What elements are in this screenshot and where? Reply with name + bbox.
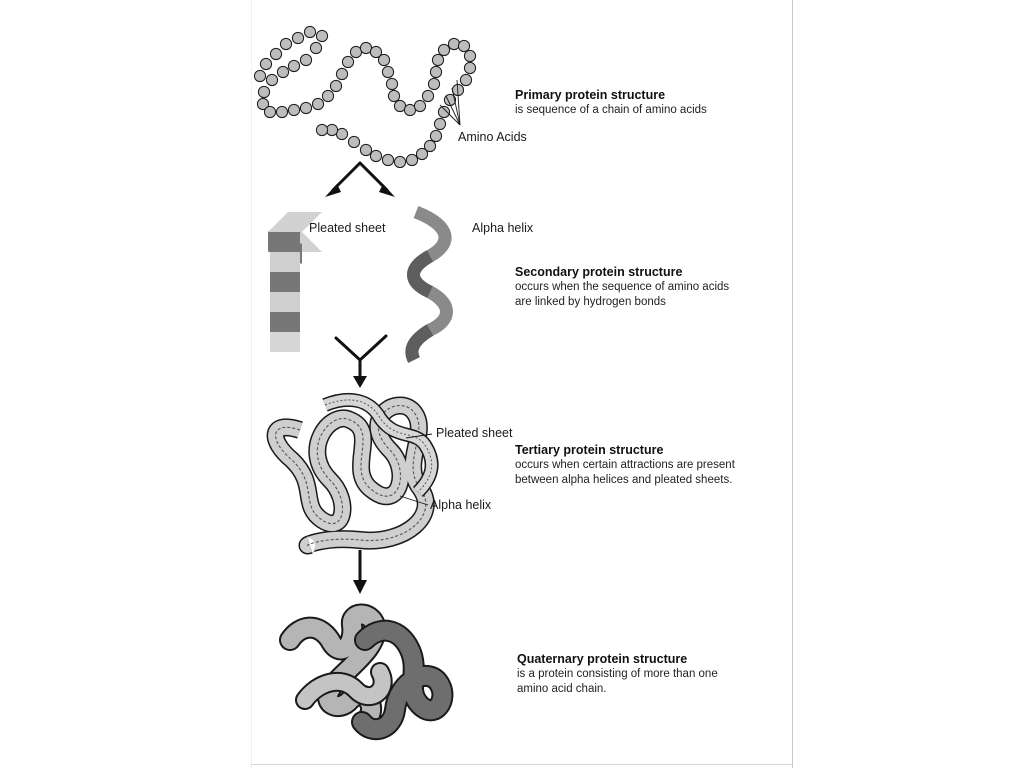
- amino-acid-bead: [382, 154, 393, 165]
- amino-acid-bead: [406, 154, 417, 165]
- tertiary-pleated-sheet-label: Pleated sheet: [436, 426, 513, 440]
- tertiary-structure-line-1: occurs when certain attractions are present: [515, 459, 735, 471]
- quaternary-structure-title: Quaternary protein structure: [517, 652, 688, 666]
- amino-acids-label: Amino Acids: [458, 130, 527, 144]
- amino-acid-bead: [416, 148, 427, 159]
- amino-acid-bead: [304, 26, 315, 37]
- amino-acid-bead: [277, 66, 288, 77]
- merge-arrow: [336, 336, 386, 388]
- amino-acid-bead: [464, 50, 475, 61]
- amino-acid-bead: [430, 66, 441, 77]
- quaternary-structure-line-2: amino acid chain.: [517, 683, 607, 695]
- tertiary-folded-protein: [276, 400, 432, 546]
- amino-acid-bead: [288, 60, 299, 71]
- amino-acid-bead: [330, 80, 341, 91]
- quaternary-structure-line-1: is a protein consisting of more than one: [517, 668, 718, 680]
- primary-structure-line-1: is sequence of a chain of amino acids: [515, 104, 707, 116]
- amino-acid-bead: [292, 32, 303, 43]
- amino-acid-bead-chain: [254, 26, 475, 167]
- amino-acid-bead: [260, 58, 271, 69]
- quaternary-protein-complex: [290, 614, 442, 729]
- amino-acid-bead: [360, 144, 371, 155]
- amino-acid-bead: [342, 56, 353, 67]
- amino-acid-bead: [254, 70, 265, 81]
- amino-acid-bead: [370, 150, 381, 161]
- amino-acid-bead: [386, 78, 397, 89]
- tertiary-alpha-helix-label: Alpha helix: [430, 498, 492, 512]
- split-arrow: [325, 163, 395, 197]
- amino-acid-bead: [288, 104, 299, 115]
- amino-acid-bead: [280, 38, 291, 49]
- amino-acid-bead: [258, 86, 269, 97]
- secondary-structure-line-2: are linked by hydrogen bonds: [515, 296, 666, 308]
- amino-acid-bead: [438, 106, 449, 117]
- amino-acid-bead: [348, 136, 359, 147]
- pleated-sheet-label: Pleated sheet: [309, 221, 386, 235]
- amino-acid-bead: [458, 40, 469, 51]
- amino-acid-bead: [378, 54, 389, 65]
- amino-acid-bead: [430, 130, 441, 141]
- secondary-structure-title: Secondary protein structure: [515, 265, 683, 279]
- amino-acid-bead: [428, 78, 439, 89]
- amino-acid-bead: [414, 100, 425, 111]
- amino-acid-bead: [464, 62, 475, 73]
- amino-acid-bead: [270, 48, 281, 59]
- amino-acid-bead: [264, 106, 275, 117]
- amino-acid-bead: [310, 42, 321, 53]
- amino-acid-bead: [316, 30, 327, 41]
- alpha-helix-label: Alpha helix: [472, 221, 534, 235]
- amino-acid-bead: [394, 156, 405, 167]
- amino-acid-bead: [422, 90, 433, 101]
- secondary-structure-description: [515, 265, 729, 310]
- amino-acid-bead: [300, 102, 311, 113]
- amino-acid-bead: [312, 98, 323, 109]
- amino-acid-bead: [300, 54, 311, 65]
- amino-acid-bead: [276, 106, 287, 117]
- amino-acid-bead: [266, 74, 277, 85]
- amino-acid-bead: [438, 44, 449, 55]
- amino-acid-bead: [322, 90, 333, 101]
- tertiary-structure-line-2: between alpha helices and pleated sheets.: [515, 474, 733, 486]
- amino-acid-bead: [448, 38, 459, 49]
- secondary-structure-line-1: occurs when the sequence of amino acids: [515, 281, 730, 293]
- primary-structure-description: [515, 88, 707, 118]
- primary-structure-title: Primary protein structure: [515, 88, 666, 102]
- quaternary-structure-description: [517, 652, 718, 697]
- amino-acid-bead: [316, 124, 327, 135]
- amino-acid-bead: [382, 66, 393, 77]
- amino-acid-bead: [388, 90, 399, 101]
- amino-acid-bead: [432, 54, 443, 65]
- amino-acid-bead: [434, 118, 445, 129]
- tertiary-structure-title: Tertiary protein structure: [515, 443, 664, 457]
- down-arrow: [353, 550, 367, 594]
- alpha-helix-shape: [412, 212, 447, 360]
- amino-acid-bead: [336, 68, 347, 79]
- amino-acid-bead: [460, 74, 471, 85]
- tertiary-structure-description: [515, 443, 735, 488]
